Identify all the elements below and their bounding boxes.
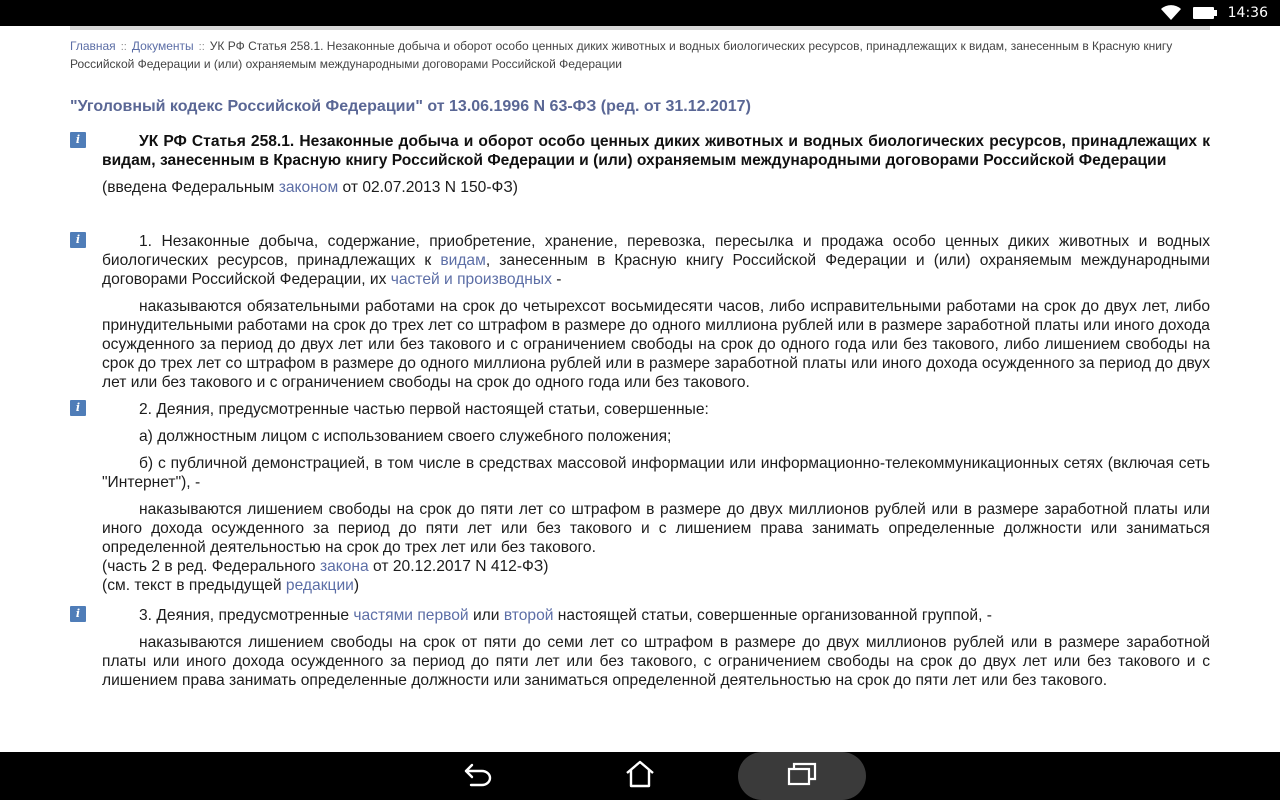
part-2-item-b: б) с публичной демонстрацией, в том числе в средствах массовой информации или информационно-телекоммуникационных сетях (включая сеть "Интернет"), - [102,455,1210,491]
header-divider [70,26,1210,30]
clock: 14:36 [1227,5,1268,21]
note-text: (см. текст в предыдущей [102,577,286,594]
paragraph-text: 3. Деяния, предусмотренные [139,607,354,624]
info-icon[interactable]: i [70,132,86,148]
recent-apps-icon [787,762,817,791]
note-text: (введена Федеральным [102,179,279,196]
breadcrumb-home-link[interactable]: Главная [70,39,116,53]
part-2-intro: 2. Деяния, предусмотренные частью первой настоящей статьи, совершенные: [139,401,709,418]
back-icon [463,761,493,792]
wifi-icon [1160,4,1182,22]
info-icon[interactable]: i [70,606,86,622]
status-bar [0,0,1280,26]
paragraph-text: 1. Незаконные добыча, содержание, приобретение, хранение, перевозка, пересылка и продажа особо ценных диких животных и водных биологических ресурсов, принадлежащих к [102,233,1210,269]
article-heading: УК РФ Статья 258.1. Незаконные добыча и оборот особо ценных диких животных и водных биологических ресурсов, принадлежащих к видам, занесенным в Красную книгу Российской Федерации и (или) охраняемым международными договорами Российской Федерации [102,133,1210,169]
introduced-note [102,178,1210,197]
part-2-see-note [102,576,1210,595]
part-1-text [102,232,1210,289]
paragraph-text: или [468,607,504,624]
back-button[interactable] [418,752,538,800]
amending-law-link[interactable]: закона [319,558,369,575]
parts-derivatives-link[interactable]: частей и производных [390,271,552,288]
part-3-punishment: наказываются лишением свободы на срок от пяти до семи лет со штрафом в размере до двух миллионов рублей или в размере заработной платы или иного дохода осужденного за период до пяти лет или без такового, с ограничением свободы на срок до двух лет или без такового и с лишением права занимать определенные должности или заниматься определенной деятельностью на срок до пяти лет или без такового. [102,634,1210,689]
document-view[interactable] [0,26,1280,752]
paragraph-text: , занесенным в Красную книгу Российской Федерации и (или) охраняемым международными договорами Российской Федерации, их [102,252,1210,288]
navigation-bar [0,752,1280,800]
species-link[interactable]: видам [440,252,486,269]
note-text: от 02.07.2013 N 150-ФЗ) [338,179,518,196]
breadcrumb [70,38,1210,73]
paragraph-text: настоящей статьи, совершенные организованной группой, - [553,607,992,624]
note-text: от 20.12.2017 N 412-ФЗ) [368,558,549,575]
note-text: ) [353,577,360,594]
breadcrumb-separator: :: [120,41,127,53]
part-3-text [102,606,1210,625]
previous-edition-link[interactable]: редакции [285,577,354,594]
breadcrumb-separator: :: [198,41,205,53]
part-2-item-a: а) должностным лицом с использованием своего служебного положения; [139,428,672,445]
battery-icon [1192,5,1218,21]
note-text: (часть 2 в ред. Федерального [102,558,320,575]
home-icon [625,760,655,793]
status-icons [1160,0,1268,26]
breadcrumb-current: УК РФ Статья 258.1. Незаконные добыча и оборот особо ценных диких животных и водных биологических ресурсов, принадлежащих к видам, занесенным в Красную книгу Российской Федерации и (или) охраняемым международными договорами Российской Федерации [70,39,1173,71]
document-title[interactable]: "Уголовный кодекс Российской Федерации" от 13.06.1996 N 63-ФЗ (ред. от 31.12.2017) [70,98,751,115]
info-icon[interactable]: i [70,232,86,248]
info-icon[interactable]: i [70,400,86,416]
breadcrumb-documents-link[interactable]: Документы [131,39,194,53]
part-two-link[interactable]: второй [503,607,554,624]
law-link[interactable]: законом [278,179,339,196]
part-1-punishment: наказываются обязательными работами на срок до четырехсот восьмидесяти часов, либо исправительными работами на срок до двух лет, либо принудительными работами на срок до трех лет со штрафом в размере до одного миллиона рублей или в размере заработной платы или иного дохода осужденного за период до двух лет или без такового и с ограничением свободы на срок до одного года или без такового, либо лишением свободы на срок до трех лет со штрафом в размере до одного миллиона рублей или в размере заработной платы или иного дохода осужденного за период до двух лет или без такового и с ограничением свободы на срок до одного года или без такового. [102,298,1210,391]
home-button[interactable] [580,752,700,800]
part-2-edit-note [102,557,1210,576]
part-2-punishment: наказываются лишением свободы на срок до пяти лет со штрафом в размере до двух миллионов рублей или в размере заработной платы или иного дохода осужденного за период до пяти лет или без такового и с лишением права занимать определенные должности или заниматься определенной деятельностью на срок до трех лет или без такового. [102,501,1210,556]
paragraph-text: - [551,271,562,288]
part-one-link[interactable]: частями первой [353,607,469,624]
recent-apps-button[interactable] [738,752,866,800]
